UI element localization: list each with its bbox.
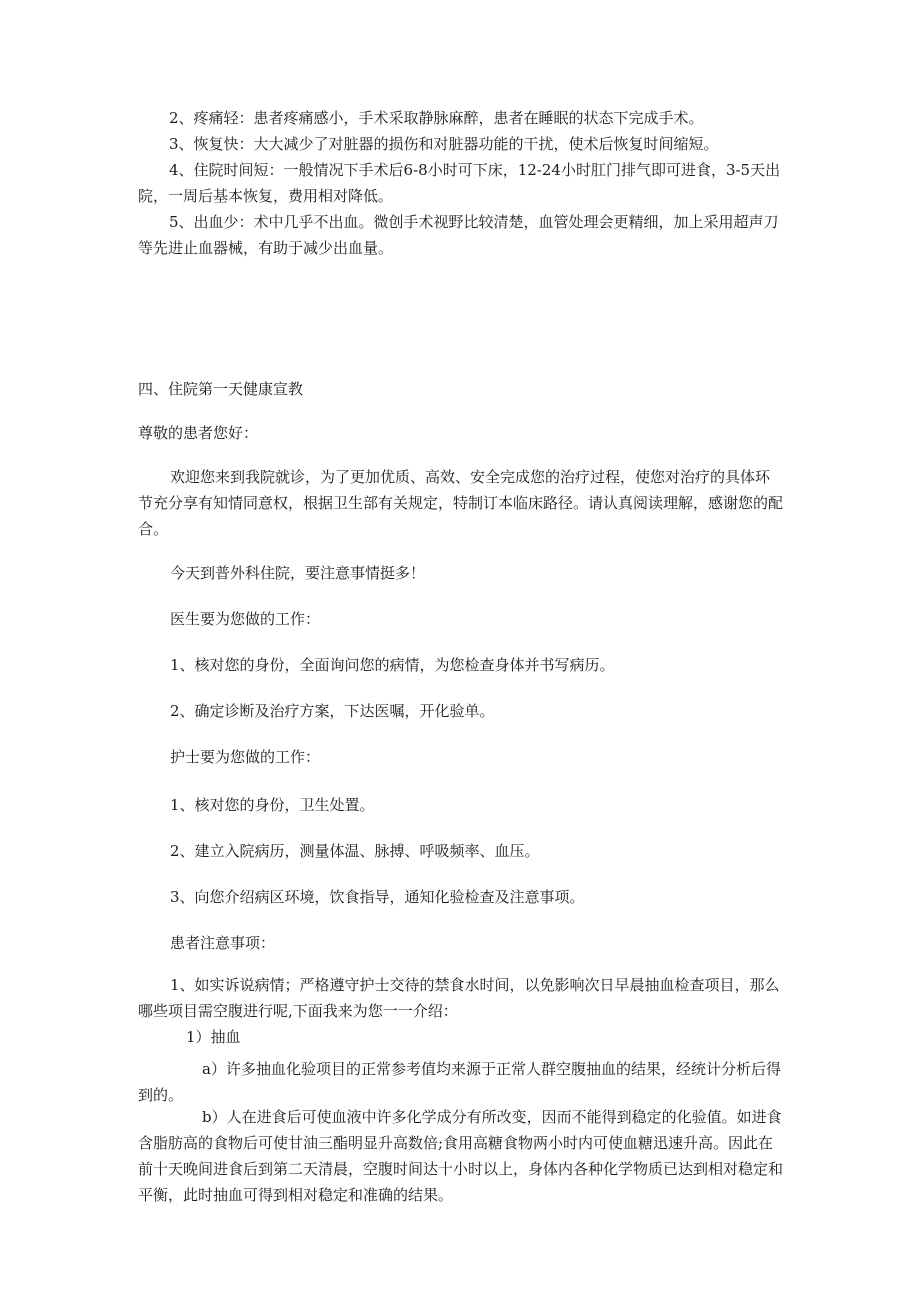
nurse-item-1: 1、核对您的身份，卫生处置。	[170, 796, 375, 814]
patient-heading: 患者注意事项：	[170, 934, 276, 952]
doctor-heading: 医生要为您做的工作：	[170, 610, 321, 628]
welcome-paragraph: 欢迎您来到我院就诊，为了更加优质、高效、安全完成您的治疗过程，使您对治疗的具体环节充分享有知情同意权，根据卫生部有关规定，特制订本临床路径。请认真阅读理解，感谢您的配合。	[138, 468, 784, 538]
doctor-item-2: 2、确定诊断及治疗方案，下达医嘱，开化验单。	[170, 702, 495, 720]
sub-item-blood-draw: 1）抽血	[186, 1028, 241, 1046]
sub-item-b: b）人在进食后可使血液中许多化学成分有所改变，因而不能得到稳定的化验值。如进食含脂肪高的食物后可使甘油三酯明显升高数倍;食用高糖食物两小时内可使血糖迅速升高。因此在前十天晚间进食后到第二天清晨，空腹时间达十小时以上，身体内各种化学物质已达到相对稳定和平衡，此时抽血可得到相对稳定和准确的结果。	[138, 1108, 784, 1204]
nurse-item-2: 2、建立入院病历，测量体温、脉搏、呼吸频率、血压。	[170, 842, 540, 860]
advantage-item-3: 3、恢复快：大大减少了对脏器的损伤和对脏器功能的干扰，使术后恢复时间缩短。	[169, 135, 719, 153]
today-note: 今天到普外科住院，要注意事情挺多！	[170, 564, 426, 582]
patient-item-1: 1、如实诉说病情；严格遵守护士交待的禁食水时间，以免影响次日早晨抽血检查项目，那么哪些项目需空腹进行呢,下面我来为您一一介绍：	[138, 976, 780, 1020]
advantage-item-2: 2、疼痛轻：患者疼痛感小，手术采取静脉麻醉，患者在睡眠的状态下完成手术。	[169, 109, 704, 127]
advantage-item-4: 4、住院时间短：一般情况下手术后6-8小时可下床，12-24小时肛门排气即可进食，3-5天出院，一周后基本恢复，费用相对降低。	[138, 161, 781, 205]
greeting: 尊敬的患者您好：	[138, 424, 259, 442]
advantage-item-5: 5、出血少：术中几乎不出血。微创手术视野比较清楚，血管处理会更精细，加上采用超声刀等先进止血器械，有助于减少出血量。	[138, 213, 779, 257]
doctor-item-1: 1、核对您的身份，全面询问您的病情，为您检查身体并书写病历。	[170, 656, 615, 674]
nurse-item-3: 3、向您介绍病区环境，饮食指导，通知化验检查及注意事项。	[170, 888, 585, 906]
section-heading: 四、住院第一天健康宣教	[138, 380, 304, 398]
sub-item-a: a）许多抽血化验项目的正常参考值均来源于正常人群空腹抽血的结果，经统计分析后得到的。	[138, 1060, 781, 1104]
nurse-heading: 护士要为您做的工作：	[170, 748, 321, 766]
